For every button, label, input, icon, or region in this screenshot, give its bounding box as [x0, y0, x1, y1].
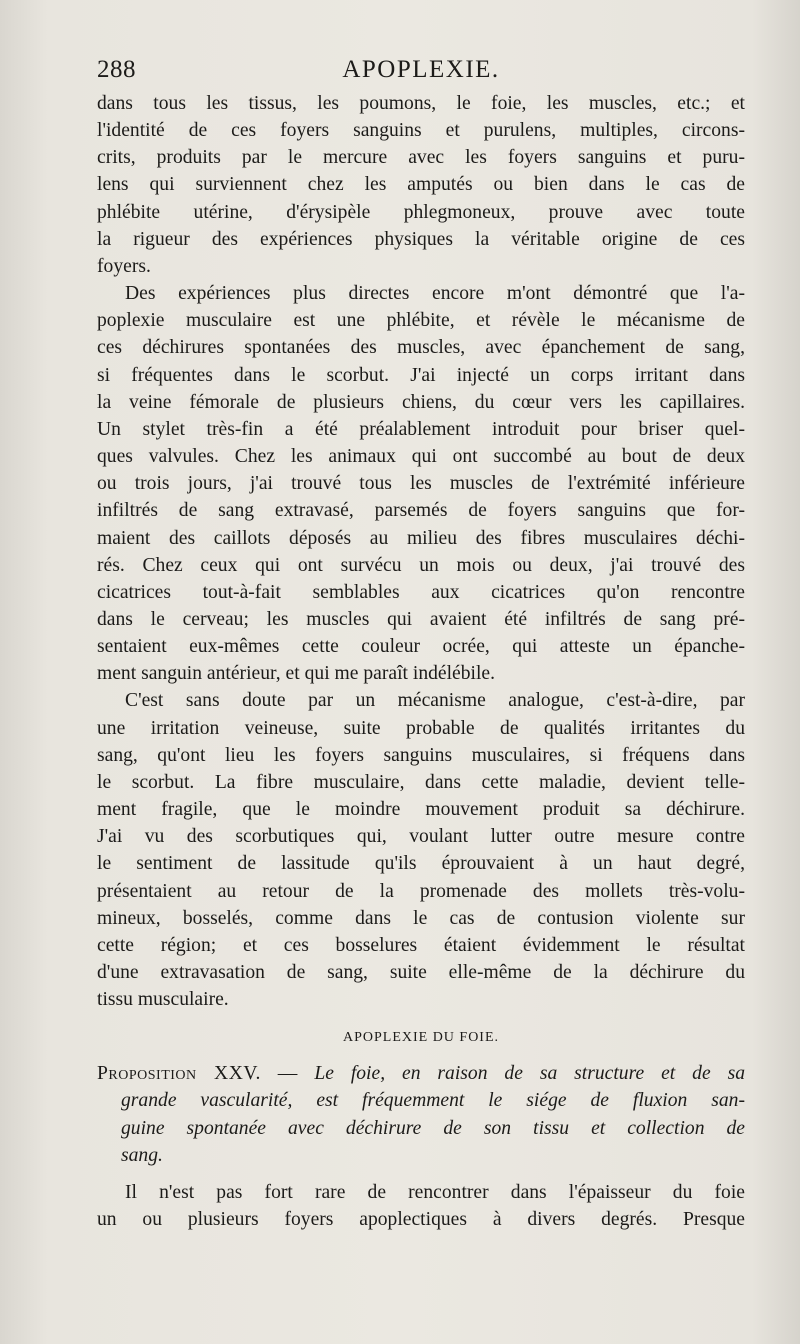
paragraph-2 [97, 280, 745, 687]
text-line: d'une extravasation de sang, suite elle-même de la déchirure du [97, 962, 745, 983]
text-line: la veine fémorale de plusieurs chiens, du cœur vers les capillaires. [97, 391, 745, 413]
body-text [97, 90, 745, 1233]
text-line: foyers. [97, 255, 151, 277]
text-line: Il n'est pas fort rare de rencontrer dans l'épaisseur du foie [125, 1181, 745, 1203]
text-line: ces déchirures spontanées des muscles, avec épanchement de sang, [97, 337, 745, 359]
proposition-line: guine spontanée avec déchirure de son tissu et collection de [121, 1117, 745, 1139]
text-line: dans le cerveau; les muscles qui avaient été infiltrés de sang pré- [97, 608, 745, 630]
text-line: infiltrés de sang extravasé, parsemés de foyers sanguins que for- [97, 500, 745, 522]
text-line: ou trois jours, j'ai trouvé tous les muscles de l'extrémité inférieure [97, 473, 745, 495]
text-line: l'identité de ces foyers sanguins et purulens, multiples, circons- [97, 120, 745, 142]
paragraph-3 [97, 687, 745, 1013]
final-paragraph [97, 1179, 745, 1233]
paragraph-1 [97, 90, 745, 280]
text-line: sang, qu'ont lieu les foyers sanguins musculaires, si fréquens dans [97, 744, 745, 766]
text-line: présentaient au retour de la promenade des mollets très-volu- [97, 880, 745, 902]
text-line: cette région; et ces bosselures étaient évidemment le résultat [97, 934, 745, 956]
text-line: le scorbut. La fibre musculaire, dans cette maladie, devient telle- [97, 771, 745, 793]
proposition-dash: — [277, 1063, 298, 1085]
text-line: sentaient eux-mêmes cette couleur ocrée, qui atteste un épanche- [97, 636, 745, 658]
text-line: ment sanguin antérieur, et qui me paraît indélébile. [97, 663, 496, 685]
text-line: une irritation veineuse, suite probable de qualités irritantes du [97, 717, 745, 739]
spacer [97, 1169, 745, 1179]
text-line: un ou plusieurs foyers apoplectiques à divers degrés. Presque [97, 1209, 745, 1231]
proposition-label: Proposition XXV. [97, 1063, 261, 1085]
text-line: lens qui surviennent chez les amputés ou bien dans le cas de [97, 174, 745, 196]
text-line: cicatrices tout-à-fait semblables aux cicatrices qu'on rencontre [97, 581, 745, 603]
text-line: poplexie musculaire est une phlébite, et révèle le mécanisme de [97, 310, 745, 332]
text-line: maient des caillots déposés au milieu des fibres musculaires déchi- [97, 527, 745, 549]
text-line: le sentiment de lassitude qu'ils éprouvaient à un haut degré, [97, 853, 745, 875]
text-line: si fréquentes dans le scorbut. J'ai injecté un corps irritant dans [97, 364, 745, 386]
page-number: 288 [97, 56, 136, 83]
proposition [97, 1060, 745, 1169]
proposition-text: Le foie, en raison de sa structure et de sa [314, 1063, 745, 1085]
text-line: C'est sans doute par un mécanisme analogue, c'est-à-dire, par [125, 690, 745, 712]
page-header [97, 56, 745, 92]
text-line: la rigueur des expériences physiques la véritable origine de ces [97, 228, 745, 250]
text-line: ques valvules. Chez les animaux qui ont succombé au bout de deux [97, 446, 745, 468]
text-line: phlébite utérine, d'érysipèle phlegmoneux, prouve avec toute [97, 201, 745, 223]
text-line: Des expériences plus directes encore m'ont démontré que l'a- [125, 283, 745, 305]
text-line: dans tous les tissus, les poumons, le foie, les muscles, etc.; et [97, 93, 745, 114]
text-line: J'ai vu des scorbutiques qui, voulant lutter outre mesure contre [97, 826, 745, 848]
text-line: rés. Chez ceux qui ont survécu un mois ou deux, j'ai trouvé des [97, 554, 745, 576]
text-line: ment fragile, que le moindre mouvement produit sa déchirure. [97, 799, 745, 821]
proposition-line: sang. [121, 1144, 163, 1166]
text-line: mineux, bosselés, comme dans le cas de contusion violente sur [97, 907, 745, 929]
proposition-line: grande vascularité, est fréquemment le siége de fluxion san- [121, 1090, 745, 1112]
section-heading: APOPLEXIE DU FOIE. [342, 1030, 500, 1046]
proposition-line [97, 1060, 745, 1087]
text-line: tissu musculaire. [97, 989, 229, 1011]
text-line: Un stylet très-fin a été préalablement introduit pour briser quel- [97, 418, 745, 440]
running-title: APOPLEXIE. [342, 56, 500, 83]
text-line: crits, produits par le mercure avec les foyers sanguins et puru- [97, 147, 745, 169]
